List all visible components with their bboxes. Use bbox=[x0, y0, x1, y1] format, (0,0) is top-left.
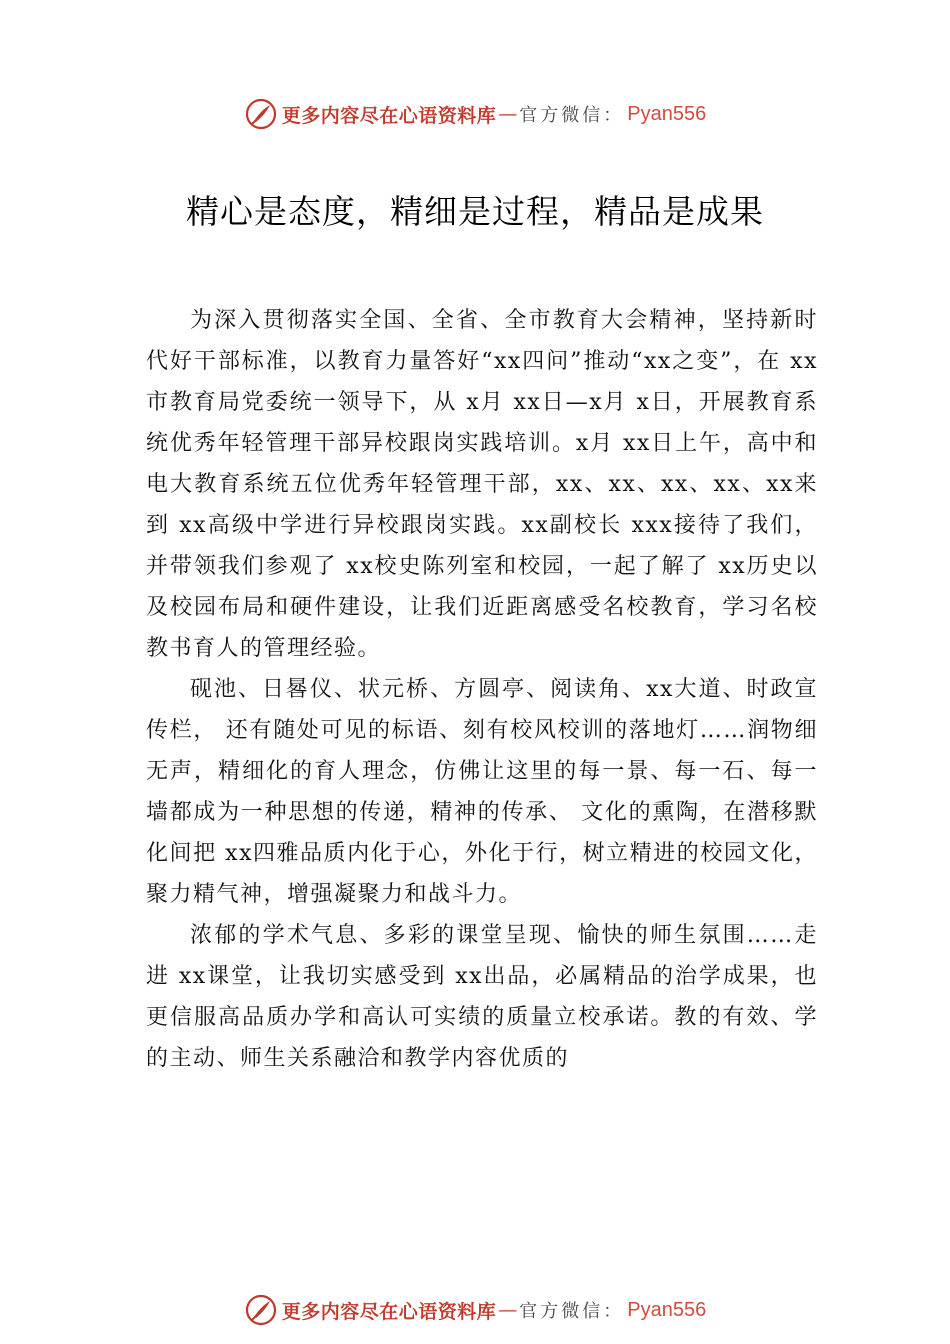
document-body bbox=[146, 300, 818, 1079]
document-title: 精心是态度，精细是过程，精品是成果 bbox=[186, 192, 764, 231]
banner-wechat-id: Pyan556 bbox=[627, 102, 707, 125]
quill-pen-logo-icon bbox=[244, 1293, 278, 1327]
paragraph-2: 砚池、日晷仪、状元桥、方圆亭、阅读角、xx大道、时政宣传栏， 还有随处可见的标语、刻有校风校训的落地灯……润物细无声，精细化的育人理念，仿佛让这里的每一景、每一石、每一墙都成为一种思想的传递，精神的传承、 文化的熏陶，在潜移默化间把 xx四雅品质内化于心，外化于行，树立精进的校园文化，聚力精气神，增强凝聚力和战斗力。 bbox=[146, 677, 818, 907]
paragraph-1: 为深入贯彻落实全国、全省、全市教育大会精神，坚持新时代好干部标准，以教育力量答好“xx四问”推动“xx之变”，在 xx市教育局党委统一领导下，从 x月 xx日—x月 x日，开展教育系统优秀年轻管理干部异校跟岗实践培训。x月 xx日上午，高中和电大教育系统五位优秀年轻管理干部，xx、xx、xx、xx、xx来到 xx高级中学进行异校跟岗实践。xx副校长 xxx接待了我们，并带领我们参观了 xx校史陈列室和校园，一起了解了 xx历史以及校园布局和硬件建设，让我们近距离感受名校教育，学习名校教书育人的管理经验。 bbox=[146, 308, 818, 661]
banner-wechat-label: 官方微信 bbox=[519, 105, 604, 126]
quill-pen-logo-icon bbox=[244, 97, 278, 131]
banner-main-text: 更多内容尽在心语资料库 bbox=[281, 104, 497, 127]
banner-dash: — bbox=[498, 1299, 518, 1321]
banner-main-text: 更多内容尽在心语资料库 bbox=[281, 1300, 497, 1323]
banner-dash: — bbox=[498, 103, 518, 125]
banner-wechat-id: Pyan556 bbox=[627, 1298, 707, 1321]
banner-wechat-label: 官方微信 bbox=[519, 1301, 604, 1322]
footer-banner bbox=[0, 1288, 950, 1332]
paragraph-3: 浓郁的学术气息、多彩的课堂呈现、愉快的师生氛围……走进 xx课堂，让我切实感受到 xx出品，必属精品的治学成果，也更信服高品质办学和高认可实绩的质量立校承诺。教的有效、学的主动、师生关系融洽和教学内容优质的 bbox=[146, 923, 818, 1071]
banner-colon: ： bbox=[603, 1301, 622, 1322]
header-banner bbox=[0, 92, 950, 136]
banner-colon: ： bbox=[603, 105, 622, 126]
